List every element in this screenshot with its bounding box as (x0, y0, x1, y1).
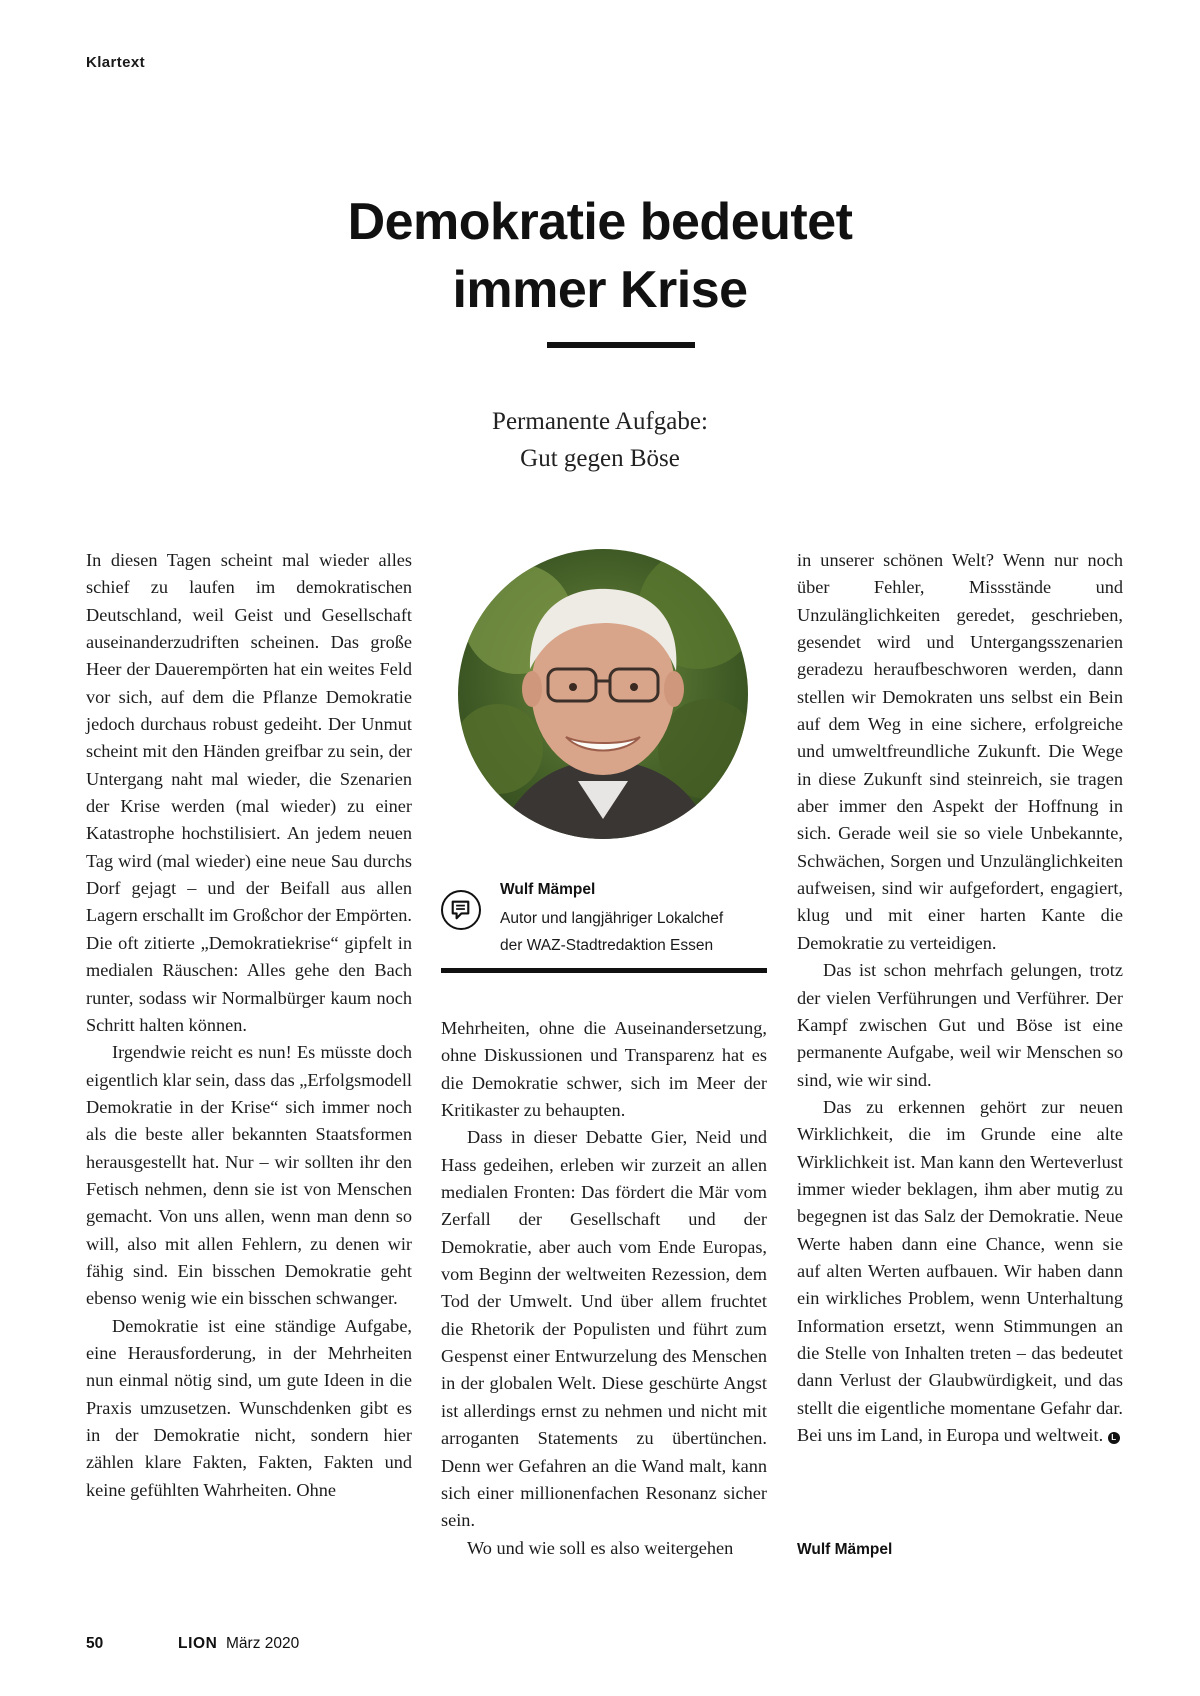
headline-rule (547, 342, 695, 348)
article-paragraph (797, 1094, 1123, 1449)
article-subheadline (0, 403, 1200, 477)
headline-line-2: immer Krise (452, 261, 748, 319)
page-number: 50 (86, 1635, 104, 1652)
author-name: Wulf Mämpel (500, 881, 596, 898)
author-role-line-2: der WAZ-Stadtredaktion Essen (500, 937, 714, 954)
end-mark-icon: L (1108, 1432, 1120, 1444)
author-portrait (458, 549, 748, 839)
section-label: Klartext (86, 54, 146, 71)
headline-line-1: Demokratie bedeutet (347, 193, 853, 251)
magazine-brand: LION (178, 1635, 218, 1652)
article-paragraph: Das ist schon mehrfach gelungen, trotz der vielen Verführungen und Verführer. Der Kampf zwischen Gut und Böse ist eine permanente Aufgabe, weil wir Menschen so sind, wie wir sind. (797, 960, 1123, 1090)
article-paragraph: Mehrheiten, ohne die Auseinandersetzung, ohne Diskussionen und Transparenz hat es die Demokratie schwer, sich im Meer der Kritikaster zu behaupten. (441, 1018, 767, 1121)
article-column-middle (441, 1015, 767, 1558)
article-column-right (797, 547, 1123, 1507)
article-paragraph: Wo und wie soll es also weitergehen (467, 1537, 734, 1558)
subheadline-line-2: Gut gegen Böse (520, 445, 680, 472)
article-paragraph: Irgendwie reicht es nun! Es müsste doch eigentlich klar sein, dass das „Erfolgsmodell Demokratie in der Krise“ sich immer noch als die beste aller bekannten Staatsformen herausgestellt hat. Nur – wir sollten ihr den Fetisch nehmen, denn sie ist von Menschen gemacht. Von uns allen, wenn man denn so will, also mit allen Fehlern, zu denen wir fähig sind. Ein bisschen Demokratie geht ebenso wenig wie ein bisschen schwanger. (86, 1042, 412, 1309)
author-role (500, 905, 760, 959)
author-role-line-1: Autor und langjähriger Lokalchef (500, 910, 724, 927)
article-paragraph: Dass in dieser Debatte Gier, Neid und Hass gedeihen, erleben wir zurzeit an allen medialen Fronten: Das fördert die Mär vom Zerfall der Gesellschaft und der Demokratie, aber auch vom Ende Europas, vom Beginn der weltweiten Rezession, dem Tod der Umwelt. Und über allem fruchtet die Rhetorik der Populisten und führt zum Gespenst einer Entwurzelung des Menschen in der globalen Welt. Diese geschürte Angst ist allerdings ernst zu nehmen und nicht mit arroganten Statements zu übertünchen. Denn wer Gefahren an die Wand malt, kann sich einer millionenfachen Resonanz sicher sein. (441, 1127, 767, 1531)
speech-bubble-icon (441, 890, 481, 930)
subheadline-line-1: Permanente Aufgabe: (492, 408, 708, 435)
article-paragraph: Demokratie ist eine ständige Aufgabe, eine Herausforderung, in der Mehrheiten nun einmal nötig sind, um gute Ideen in die Praxis umzusetzen. Wunschdenken gibt es in der Demokratie nicht, sondern hier zählen klare Fakten, Fakten, Fakten und keine gefühlten Wahrheiten. Ohne (86, 1315, 412, 1500)
issue-date: März 2020 (226, 1635, 300, 1652)
article-headline (0, 188, 1200, 324)
article-paragraph-text: Das zu erkennen gehört zur neuen Wirklichkeit, die im Grunde eine alte Wirklichkeit ist. Man kann den Werteverlust immer wieder beklagen, ihm aber mutig zu begegnen ist das Salz der Demokratie. Neue Werte haben dann eine Chance, wenn sie auf alten Werten aufbauen. Wir haben dann ein wirkliches Problem, wenn Unterhaltung Information ersetzt, wenn Stimmungen an die Stelle von Inhalten treten – das bedeutet dann Verlust der Glaubwürdigkeit, und das stellt die eigentliche momentane Gefahr dar. Bei uns im Land, in Europa und weltweit. (797, 1096, 1123, 1445)
article-paragraph: in unserer schönen Welt? Wenn nur noch über Fehler, Missstände und Unzulänglichkeiten geredet, geschrieben, gesendet wird und Untergangsszenarien geradezu heraufbeschworen werden, dann stellen wir Demokraten uns selbst ein Bein auf dem Weg in eine sichere, erfolgreiche und umweltfreundliche Zukunft. Die Wege in diese Zukunft sind steinreich, sie tragen aber immer den Aspekt der Hoffnung in sich. Gerade weil sie so viele Unbekannte, Schwächen, Sorgen und Unzulänglichkeiten aufweisen, sind wir aufgefordert, engagiert, klug und mit einer harten Kante die Demokratie zu verteidigen. (797, 550, 1123, 953)
author-box-rule (441, 968, 767, 973)
article-column-left (86, 547, 412, 1557)
article-signature: Wulf Mämpel (797, 1541, 893, 1558)
article-paragraph: In diesen Tagen scheint mal wieder alles schief zu laufen im demokratischen Deutschland, weil Geist und Gesellschaft auseinanderzudriften scheinen. Das große Heer der Dauerempörten hat ein weites Feld vor sich, auf dem die Pflanze Demokratie jedoch durchaus robust gedeiht. Der Unmut scheint mit den Händen greifbar zu sein, der Untergang naht mal wieder, die Szenarien der Krise werden (mal wieder) zu einer Katastrophe hochstilisiert. An jedem neuen Tag wird (mal wieder) eine neue Sau durchs Dorf gejagt – und der Beifall aus allen Lagern erschallt im Großchor der Empörten. Die oft zitierte „Demokratiekrise“ gipfelt in medialen Räuschen: Alles gehe den Bach runter, sodass wir Normalbürger kaum noch Schritt halten können. (86, 550, 412, 1035)
